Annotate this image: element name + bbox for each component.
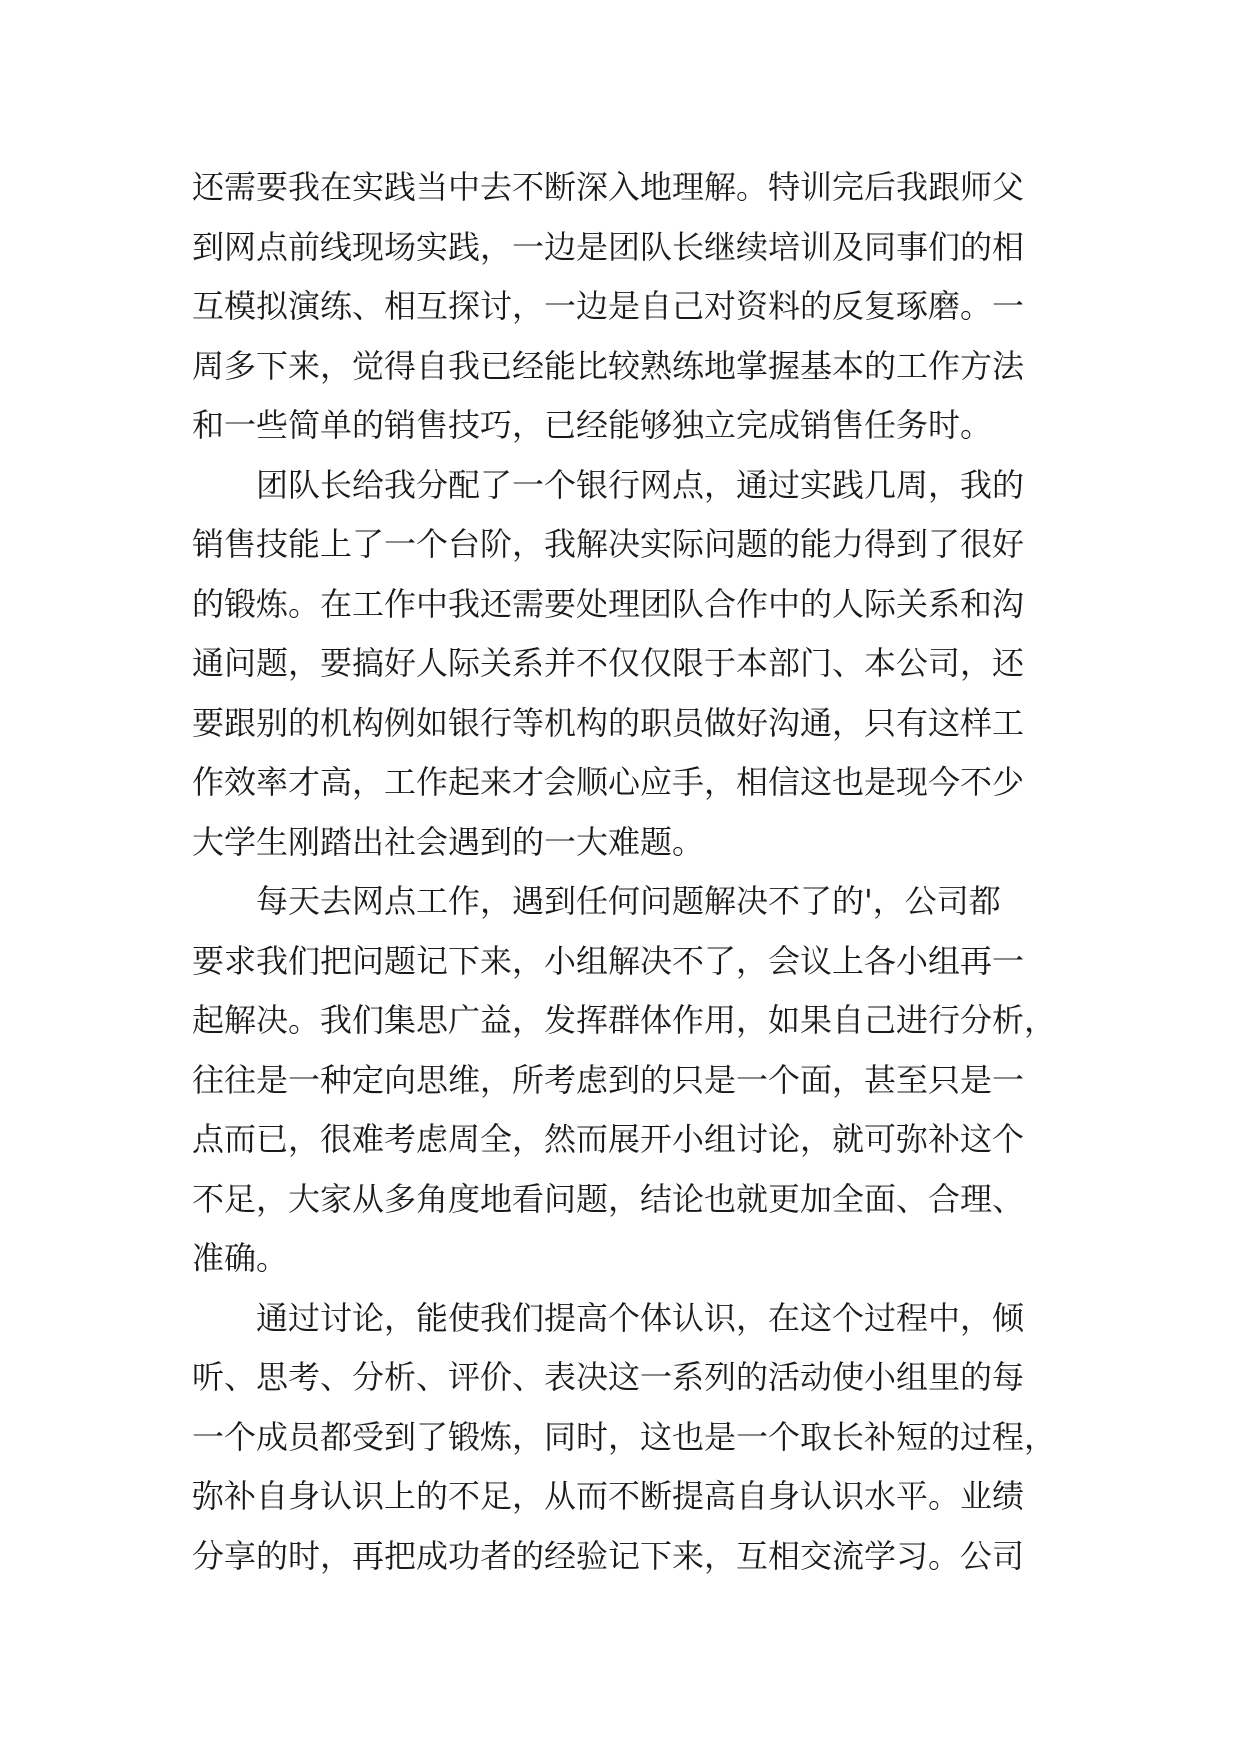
text-line: 作效率才高，工作起来才会顺心应手，相信这也是现今不少	[192, 763, 1025, 801]
text-line: 通过讨论，能使我们提高个体认识，在这个过程中，倾	[256, 1298, 1025, 1337]
text-line: 团队长给我分配了一个银行网点，通过实践几周，我的	[256, 465, 1025, 504]
text-line: 听、思考、分析、评价、表决这一系列的活动使小组里的每	[192, 1358, 1025, 1396]
paragraph-2	[192, 456, 1072, 873]
text-line: 要跟别的机构例如银行等机构的职员做好沟通，只有这样工	[192, 703, 1025, 742]
document-body	[192, 158, 1072, 1586]
text-line: 到网点前线现场实践，一边是团队长继续培训及同事们的相	[192, 227, 1025, 266]
text-line: 准确。	[192, 1239, 289, 1277]
text-line: 互模拟演练、相互探讨，一边是自己对资料的反复琢磨。一	[192, 287, 1025, 325]
text-line: 大学生刚踏出社会遇到的一大难题。	[192, 822, 705, 861]
text-line: 起解决。我们集思广益，发挥群体作用，如果自己进行分析，	[192, 1001, 1057, 1039]
text-line: 通问题，要搞好人际关系并不仅仅限于本部门、本公司，还	[192, 644, 1025, 682]
text-line: 还需要我在实践当中去不断深入地理解。特训完后我跟师父	[192, 168, 1025, 206]
text-line: 不足，大家从多角度地看问题，结论也就更加全面、合理、	[192, 1179, 1025, 1218]
paragraph-4	[192, 1289, 1072, 1587]
text-line: 周多下来，觉得自我已经能比较熟练地掌握基本的工作方法	[192, 346, 1025, 385]
text-line: 分享的时，再把成功者的经验记下来，互相交流学习。公司	[192, 1536, 1025, 1575]
text-line: 弥补自身认识上的不足，从而不断提高自身认识水平。业绩	[192, 1477, 1025, 1515]
text-line: 要求我们把问题记下来，小组解决不了，会议上各小组再一	[192, 941, 1025, 980]
text-line: 往往是一种定向思维，所考虑到的只是一个面，甚至只是一	[192, 1060, 1025, 1099]
paragraph-1	[192, 158, 1072, 456]
text-line: 销售技能上了一个台阶，我解决实际问题的能力得到了很好	[192, 525, 1025, 563]
text-line: 点而已，很难考虑周全，然而展开小组讨论，就可弥补这个	[192, 1120, 1025, 1158]
text-line: 一个成员都受到了锻炼，同时，这也是一个取长补短的过程，	[192, 1417, 1057, 1456]
paragraph-3	[192, 872, 1072, 1289]
text-line: 每天去网点工作，遇到任何问题解决不了的'，公司都	[256, 882, 1001, 920]
text-line: 和一些简单的销售技巧，已经能够独立完成销售任务时。	[192, 406, 993, 444]
text-line: 的锻炼。在工作中我还需要处理团队合作中的人际关系和沟	[192, 584, 1025, 623]
